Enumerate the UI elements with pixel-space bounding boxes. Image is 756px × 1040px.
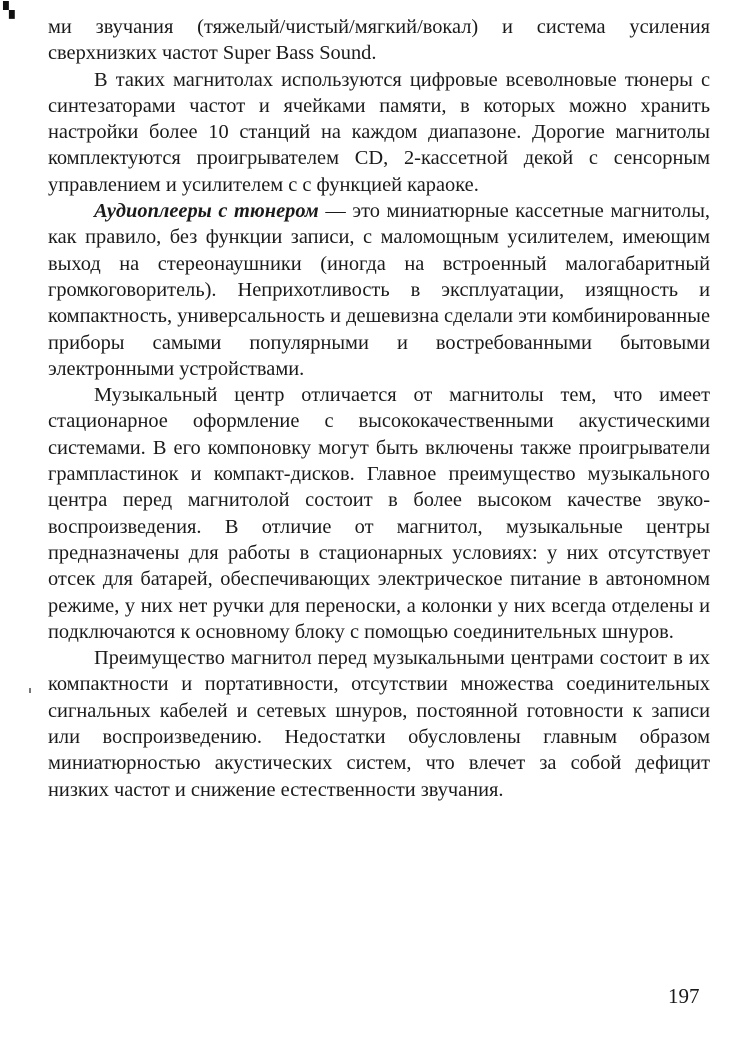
margin-speck <box>29 688 31 693</box>
page-body <box>48 14 710 803</box>
paragraph-text: Преимущество магнитол перед музыкальными центрами состоит в их компактности и портативности, отсутствии множества соединительных сигнальных кабелей и сетевых шнуров, постоянной готовности к записи или воспроизведению. Недостатки обусловлены главным образом миниатюрностью акустических систем, что влечет за собой дефицит низких частот и снижение естественности звучания. <box>48 647 710 801</box>
paragraph-advantages <box>48 645 710 803</box>
paragraph-audio-players <box>48 198 710 382</box>
paragraph-text: ми звучания (тяжелый/чистый/мягкий/вокал) и система усиления сверхнизких частот Super Bass Sound. <box>48 16 710 65</box>
defined-term: Аудиоплееры с тюнером <box>94 200 319 223</box>
paragraph-tuners <box>48 67 710 198</box>
paragraph-text: В таких магнитолах используются цифровые всеволновые тюнеры с синтезаторами частот и ячейками памяти, в которых можно хранить настройки более 10 станций на каждом диапазоне. Дорогие магнитолы комплектуются проигрывателем CD, 2-кассетной декой с сенсорным управлением и усилителем с с функцией караоке. <box>48 68 710 196</box>
paragraph-continuation <box>48 14 710 67</box>
corner-print-mark: ▚ <box>3 1 15 19</box>
paragraph-text: Музыкальный центр отличается от магнитолы тем, что имеет стационарное оформление с высококачественными акустическими системами. В его компоновку могут быть включены также проигрыватели грампластинок и компакт-дисков. Главное преимущество музыкального центра перед магнитолой состоит в более высоком качестве звуковоспроизведения. В отличие от магнитол, музыкальные центры предназначены для работы в стационарных условиях: у них отсутствует отсек для батарей, обеспечивающих электрическое питание в автономном режиме, у них нет ручки для переноски, а колонки у них всегда отделены и подключаются к основному блоку с помощью соединительных шнуров. <box>48 384 710 643</box>
paragraph-music-center <box>48 382 710 645</box>
page-number: 197 <box>668 984 700 1008</box>
paragraph-text: — это миниатюрные кассетные магнитолы, как правило, без функции записи, с маломощным усилителем, имеющим выход на стереонаушники (иногда на встроенный малогабаритный громкоговоритель). Неприхотливость в эксплуатации, изящность и компактность, универсальность и дешевизна сделали эти комбинированные приборы самыми популярными и востребованными бытовыми электронными устройствами. <box>48 200 710 380</box>
